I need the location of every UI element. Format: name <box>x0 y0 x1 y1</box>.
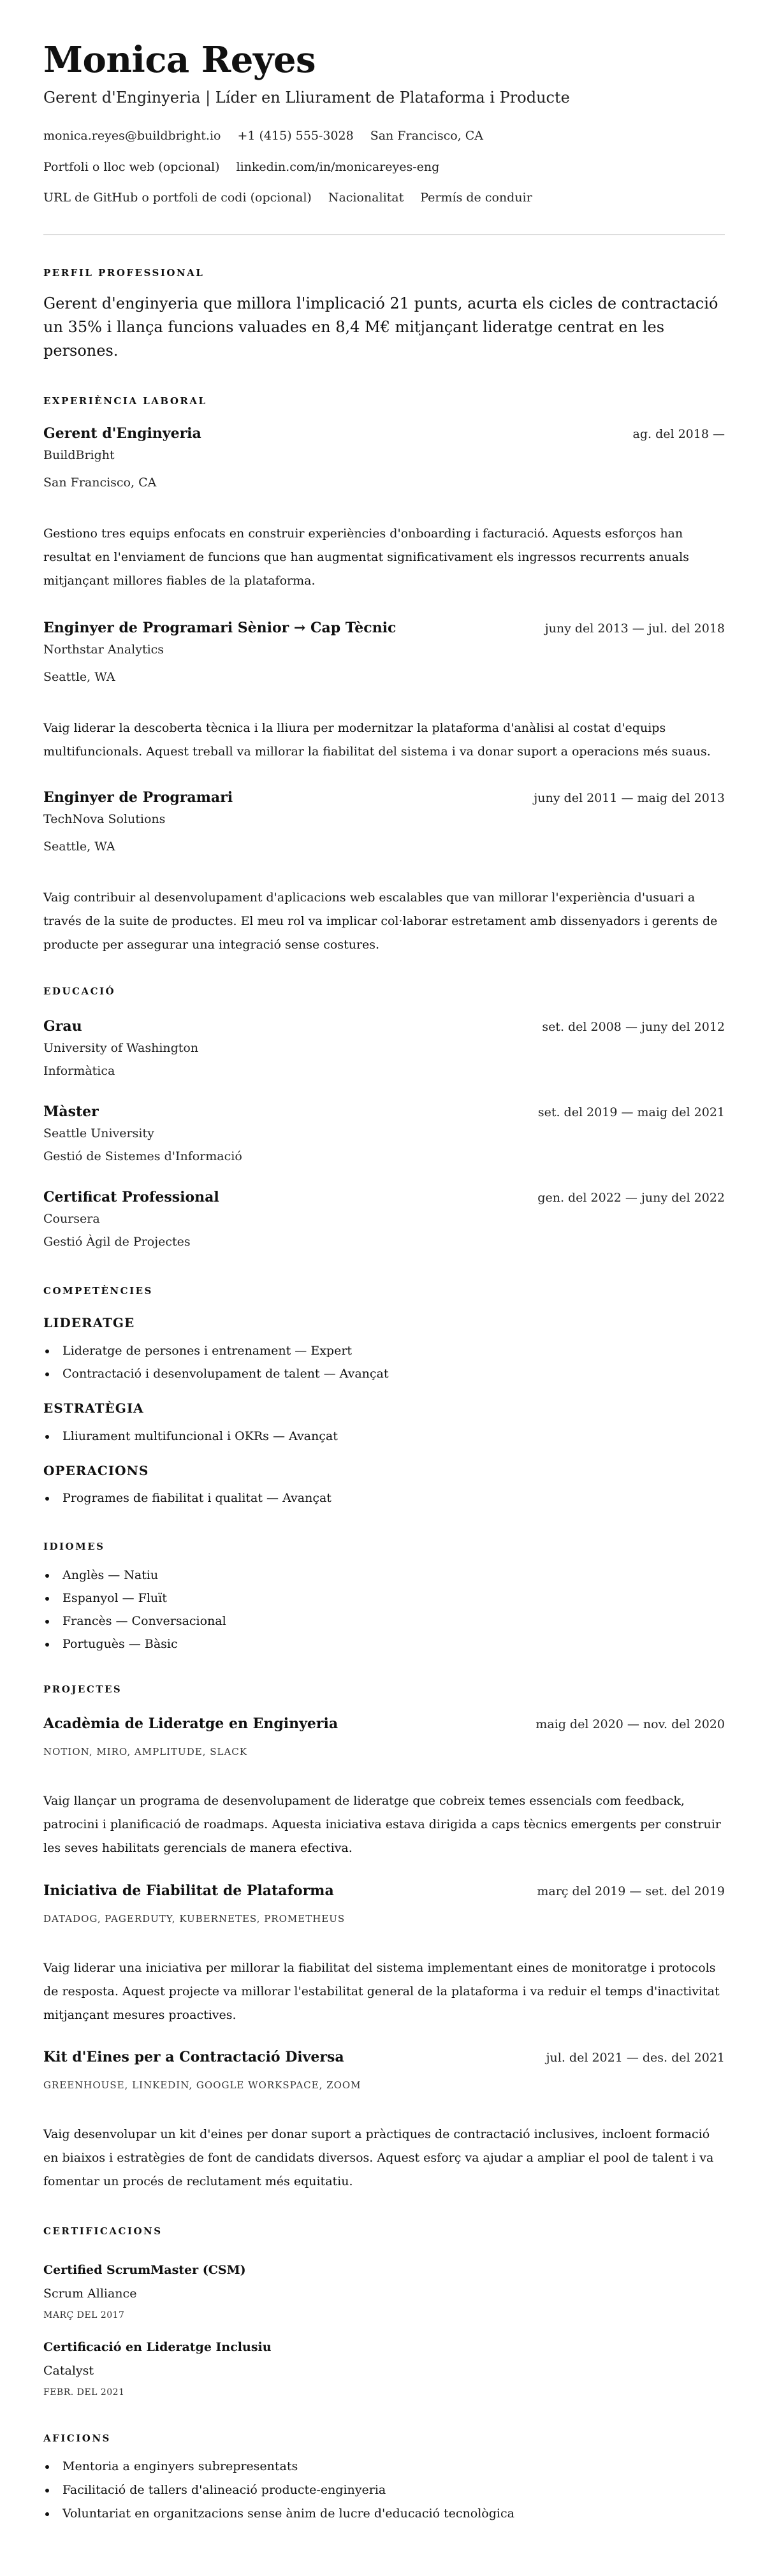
certification-date: FEBR. DEL 2021 <box>43 2387 125 2398</box>
location: San Francisco, CA <box>370 129 484 143</box>
project-description: Vaig desenvolupar un kit d'eines per donar suport a pràctiques de contractació inclusives, incloent formació en biaixos i estratègies de font de candidats diversos. Aquest esforç va ajudar a ampliar el pool de talent i va fomentar un procés de reclutament més equitatiu. <box>43 2127 714 2188</box>
project-entry <box>43 2048 725 2194</box>
section-title-summary: PERFIL PROFESSIONAL <box>43 267 205 279</box>
project-name: Acadèmia de Lideratge en Enginyeria <box>43 1715 339 1732</box>
job-company: BuildBright <box>43 448 115 462</box>
summary-text: Gerent d'enginyeria que millora l'implicació 21 punts, acurta els cicles de contractació un 35% i llança funcions valuades en 8,4 M€ mitjançant lideratge centrat en les persones. <box>43 295 718 360</box>
section-title-projects: PROJECTES <box>43 1684 122 1695</box>
project-tech: NOTION, MIRO, AMPLITUDE, SLACK <box>43 1746 247 1757</box>
project-dates: maig del 2020 — nov. del 2020 <box>536 1717 725 1731</box>
contact-row <box>43 157 725 177</box>
field: Gestió Àgil de Projectes <box>43 1235 191 1249</box>
project-dates: març del 2019 — set. del 2019 <box>537 1884 725 1898</box>
job-company: Northstar Analytics <box>43 643 164 657</box>
education-entry <box>43 1017 725 1082</box>
project-dates: jul. del 2021 — des. del 2021 <box>546 2051 725 2065</box>
skill-item: Lliurament multifuncional i OKRs — Avançat <box>43 1425 725 1448</box>
divider <box>43 234 725 235</box>
job-title: Enginyer de Programari <box>43 789 233 806</box>
job-description: Gestiono tres equips enfocats en construir experiències d'onboarding i facturació. Aquests esforços han resultat en l'enviament de funcions que han augmentat significativament els ingressos recurrents anuals mitjançant millores fiables de la plataforma. <box>43 527 689 588</box>
skill-group-title: OPERACIONS <box>43 1463 149 1478</box>
linkedin-link[interactable]: linkedin.com/in/monicareyes-eng <box>236 160 440 174</box>
job-location: Seattle, WA <box>43 840 115 854</box>
contact-row <box>43 126 725 145</box>
contact-row <box>43 188 725 207</box>
field: Gestió de Sistemes d'Informació <box>43 1149 242 1163</box>
skill-list <box>43 1425 725 1448</box>
section-title-education: EDUCACIÓ <box>43 986 116 997</box>
language-item: Portuguès — Bàsic <box>43 1633 725 1655</box>
project-name: Iniciativa de Fiabilitat de Plataforma <box>43 1882 334 1899</box>
degree: Màster <box>43 1103 99 1120</box>
project-description: Vaig llançar un programa de desenvolupament de lideratge que cobreix temes essencials com feedback, patrocini i planificació de roadmaps. Aquesta iniciativa estava dirigida a caps tècnics emergents per construir les seves habilitats gerencials de manera efectiva. <box>43 1794 721 1855</box>
job-dates: juny del 2011 — maig del 2013 <box>534 791 725 805</box>
project-tech: GREENHOUSE, LINKEDIN, GOOGLE WORKSPACE, ZOOM <box>43 2079 361 2091</box>
candidate-name: Monica Reyes <box>43 39 316 81</box>
language-item: Francès — Conversacional <box>43 1610 725 1633</box>
skill-list <box>43 1487 725 1510</box>
section-title-skills: COMPETÈNCIES <box>43 1285 153 1297</box>
certification-name: Certificació en Lideratge Inclusiu <box>43 2340 272 2354</box>
school: Seattle University <box>43 1126 154 1140</box>
education-dates: set. del 2008 — juny del 2012 <box>542 1020 725 1034</box>
hobby-item: Voluntariat en organitzacions sense ànim de lucre d'educació tecnològica <box>43 2502 725 2526</box>
project-entry <box>43 1714 725 1860</box>
certification-date: MARÇ DEL 2017 <box>43 2310 125 2320</box>
job-location: Seattle, WA <box>43 670 115 684</box>
certification-entry <box>43 2260 725 2323</box>
skill-list <box>43 1339 725 1385</box>
education-entry <box>43 1102 725 1168</box>
portfolio-link[interactable]: Portfoli o lloc web (opcional) <box>43 160 220 174</box>
education-entry <box>43 1188 725 1253</box>
job-description: Vaig contribuir al desenvolupament d'aplicacions web escalables que van millorar l'experiència d'usuari a través de la suite de productes. El meu rol va implicar col·laborar estretament amb dissenyadors i gerents de producte per assegurar una integració sense costures. <box>43 891 718 952</box>
skill-group-title: ESTRATÈGIA <box>43 1401 144 1416</box>
job-dates: juny del 2013 — jul. del 2018 <box>544 622 725 636</box>
project-name: Kit d'Eines per a Contractació Diversa <box>43 2049 344 2065</box>
job-description: Vaig liderar la descoberta tècnica i la lliura per modernitzar la plataforma d'anàlisi al costat d'equips multifuncionals. Aquest treball va millorar la fiabilitat del sistema i va donar suport a operacions més suaus. <box>43 721 711 759</box>
school: University of Washington <box>43 1041 199 1055</box>
school: Coursera <box>43 1212 100 1226</box>
github-link[interactable]: URL de GitHub o portfoli de codi (opcional) <box>43 191 312 205</box>
job-company: TechNova Solutions <box>43 812 166 826</box>
job-entry <box>43 618 725 764</box>
driving-license: Permís de conduir <box>420 191 532 205</box>
project-entry <box>43 1881 725 2027</box>
skill-item: Programes de fiabilitat i qualitat — Avançat <box>43 1487 725 1510</box>
certification-issuer: Scrum Alliance <box>43 2287 137 2301</box>
job-location: San Francisco, CA <box>43 476 157 490</box>
job-title: Gerent d'Enginyeria <box>43 425 201 442</box>
hobby-item: Mentoria a enginyers subrepresentats <box>43 2455 725 2478</box>
project-tech: DATADOG, PAGERDUTY, KUBERNETES, PROMETHEUS <box>43 1913 346 1925</box>
email-link[interactable]: monica.reyes@buildbright.io <box>43 129 221 143</box>
degree: Grau <box>43 1018 82 1035</box>
project-description: Vaig liderar una iniciativa per millorar la fiabilitat del sistema implementant eines de monitoratge i protocols de resposta. Aquest projecte va millorar l'estabilitat general de la plataforma i va reduir el temps d'inactivitat mitjançant mesures proactives. <box>43 1961 720 2022</box>
headline: Gerent d'Enginyeria | Líder en Lliurament de Plataforma i Producte <box>43 89 570 106</box>
certification-name: Certified ScrumMaster (CSM) <box>43 2263 246 2277</box>
section-title-experience: EXPERIÈNCIA LABORAL <box>43 395 207 407</box>
hobby-item: Facilitació de tallers d'alineació producte-enginyeria <box>43 2478 725 2502</box>
language-item: Anglès — Natiu <box>43 1564 725 1587</box>
certification-issuer: Catalyst <box>43 2364 94 2378</box>
education-dates: gen. del 2022 — juny del 2022 <box>537 1191 725 1205</box>
language-list <box>43 1564 725 1655</box>
field: Informàtica <box>43 1064 115 1078</box>
skill-item: Lideratge de persones i entrenament — Expert <box>43 1339 725 1362</box>
job-entry <box>43 788 725 957</box>
nationality: Nacionalitat <box>328 191 404 205</box>
skill-item: Contractació i desenvolupament de talent — Avançat <box>43 1362 725 1385</box>
phone: +1 (415) 555-3028 <box>237 129 354 143</box>
skill-group-title: LIDERATGE <box>43 1315 135 1330</box>
education-dates: set. del 2019 — maig del 2021 <box>537 1105 725 1119</box>
degree: Certificat Professional <box>43 1189 219 1205</box>
job-title: Enginyer de Programari Sènior → Cap Tècnic <box>43 620 397 636</box>
job-entry <box>43 424 725 593</box>
hobby-list <box>43 2455 725 2526</box>
section-title-hobbies: AFICIONS <box>43 2433 111 2444</box>
language-item: Espanyol — Fluït <box>43 1587 725 1610</box>
job-dates: ag. del 2018 — <box>632 427 725 441</box>
section-title-languages: IDIOMES <box>43 1541 105 1552</box>
certification-entry <box>43 2338 725 2400</box>
section-title-certifications: CERTIFICACIONS <box>43 2225 163 2237</box>
